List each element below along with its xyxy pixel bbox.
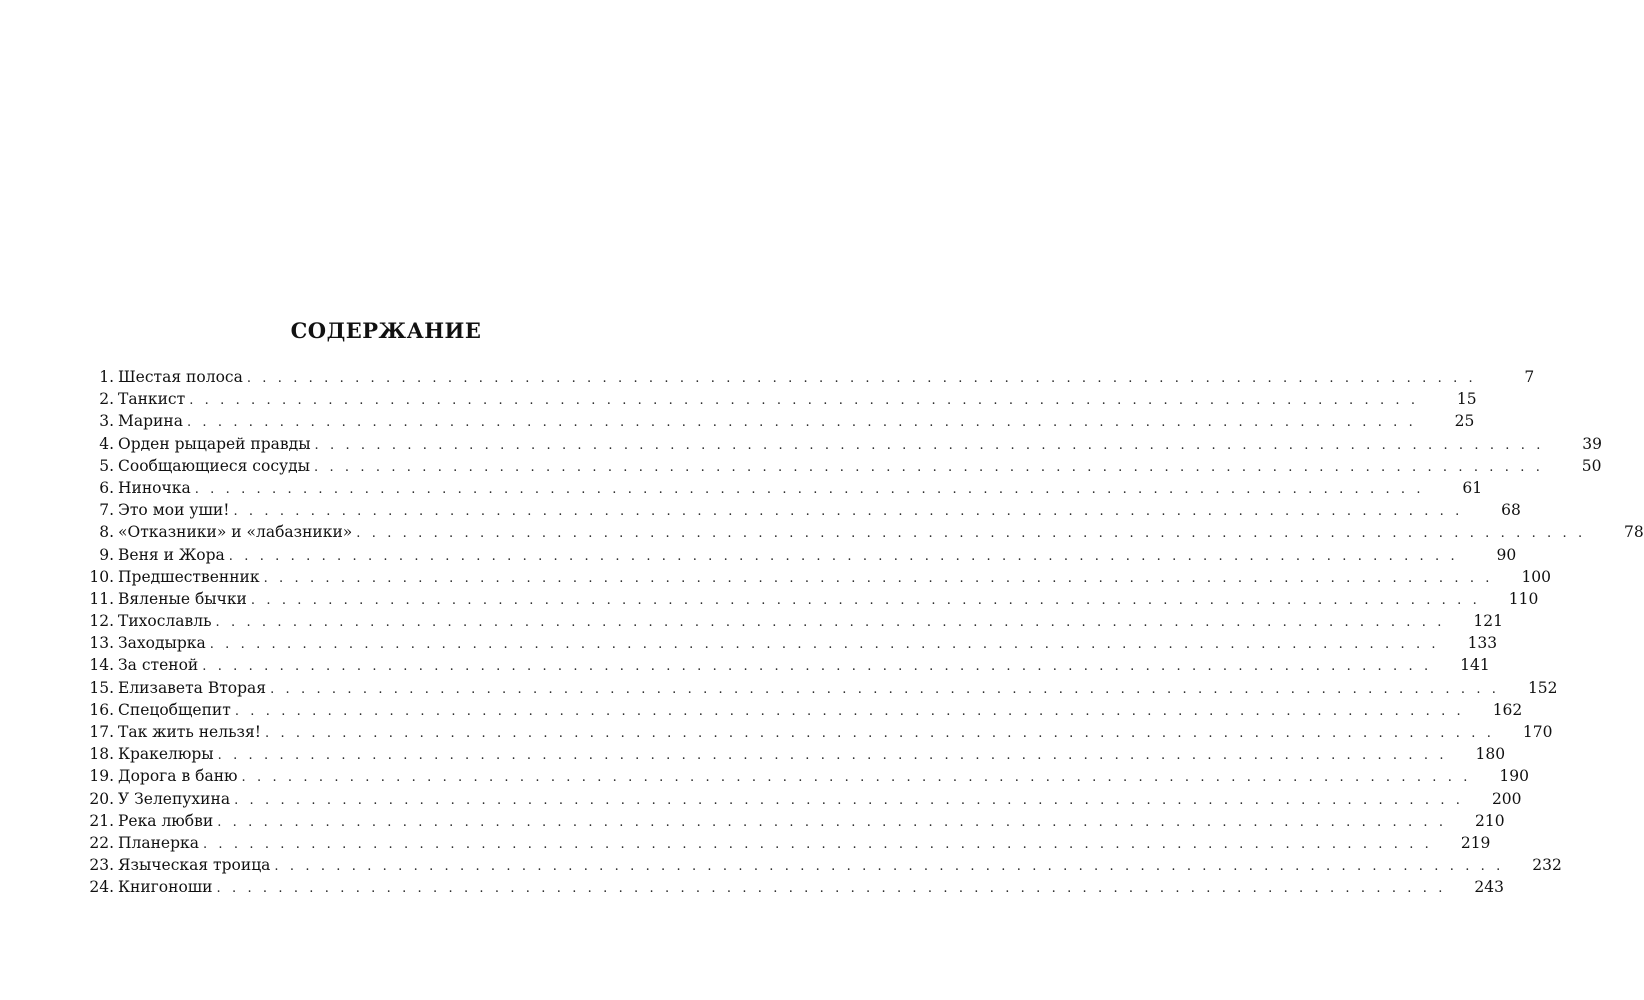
toc-entry-number: 14. [89,656,114,675]
toc-dot-leader: . . . . . . . . . . . . . . . . . . . . . . . . . . . . . . . . . . . . . . . . . . . . . . . . . . . . . . . . . . . . . . . . . . . . . . . . . . . . . . . . [274,859,1504,875]
toc-entry-page-number: 121 [1473,612,1503,631]
toc-entry-title: Дорога в баню [118,767,238,786]
toc-entry-page-number: 152 [1527,678,1558,697]
toc-entry-title: «Отказники» и «лабазники» [118,523,353,542]
toc-entry-title: У Зелепухина [118,789,231,808]
toc-entry-number: 19. [89,767,114,786]
toc-dot-leader: . . . . . . . . . . . . . . . . . . . . . . . . . . . . . . . . . . . . . . . . . . . . . . . . . . . . . . . . . . . . . . . . . . . . . . . . . . . . . . . . [234,792,1464,808]
toc-entry [84,610,1503,632]
toc-dot-leader: . . . . . . . . . . . . . . . . . . . . . . . . . . . . . . . . . . . . . . . . . . . . . . . . . . . . . . . . . . . . . . . . . . . . . . . . . . . . . . . . [356,526,1586,542]
toc-entry-number: 5. [99,456,114,475]
toc-entry [84,721,1553,743]
toc-entry-title: Веня и Жора [118,545,225,564]
toc-entry-page-number: 61 [1462,478,1483,497]
toc-entry-title: Предшественник [118,567,260,586]
toc-entry-number: 18. [89,745,114,764]
toc-entry [84,765,1529,787]
toc-dot-leader: . . . . . . . . . . . . . . . . . . . . . . . . . . . . . . . . . . . . . . . . . . . . . . . . . . . . . . . . . . . . . . . . . . . . . . . . . . . . . . . . [216,881,1446,897]
toc-entry-title: Шестая полоса [118,368,243,386]
toc-entry [84,654,1490,676]
toc-entry [84,788,1522,810]
toc-dot-leader: . . . . . . . . . . . . . . . . . . . . . . . . . . . . . . . . . . . . . . . . . . . . . . . . . . . . . . . . . . . . . . . . . . . . . . . . . . . . . . . . [264,726,1495,741]
toc-dot-leader: . . . . . . . . . . . . . . . . . . . . . . . . . . . . . . . . . . . . . . . . . . . . . . . . . . . . . . . . . . . . . . . . . . . . . . . . . . . . . . . . [270,681,1500,697]
toc-entry [84,544,1517,566]
toc-dot-leader: . . . . . . . . . . . . . . . . . . . . . . . . . . . . . . . . . . . . . . . . . . . . . . . . . . . . . . . . . . . . . . . . . . . . . . . . . . . . . . . . [314,437,1544,453]
toc-entry [84,876,1504,898]
toc-entry-title: Ниночка [118,478,191,497]
toc-entry-title: Книгоноши [118,878,213,897]
toc-entry [84,854,1562,876]
toc-entry-number: 20. [89,789,114,808]
toc-dot-leader: . . . . . . . . . . . . . . . . . . . . . . . . . . . . . . . . . . . . . . . . . . . . . . . . . . . . . . . . . . . . . . . . . . . . . . . . . . . . . . . . [186,415,1417,431]
toc-dot-leader: . . . . . . . . . . . . . . . . . . . . . . . . . . . . . . . . . . . . . . . . . . . . . . . . . . . . . . . . . . . . . . . . . . . . . . . . . . . . . . . . [233,504,1463,520]
toc-entry-title: Сообщающиеся сосуды [118,456,310,475]
toc-dot-leader: . . . . . . . . . . . . . . . . . . . . . . . . . . . . . . . . . . . . . . . . . . . . . . . . . . . . . . . . . . . . . . . . . . . . . . . . . . . . . . . . [202,836,1433,852]
toc-entry-page-number: 133 [1467,634,1498,653]
toc-entry-number: 6. [99,478,114,497]
toc-entry-number: 3. [99,412,114,431]
toc-entry-page-number: 190 [1499,767,1529,786]
toc-entry-page-number: 78 [1623,523,1644,542]
toc-entry [84,743,1506,765]
toc-entry-page-number: 15 [1456,390,1477,409]
toc-entry-number: 1. [99,368,114,386]
toc-dot-leader: . . . . . . . . . . . . . . . . . . . . . . . . . . . . . . . . . . . . . . . . . . . . . . . . . . . . . . . . . . . . . . . . . . . . . . . . . . . . . . . . [194,481,1425,497]
toc-entry-page-number: 90 [1496,545,1517,564]
toc-entry-number: 15. [89,678,114,697]
toc-entry-title: Марина [118,412,183,431]
toc-entry-page-number: 219 [1460,833,1491,852]
toc-dot-leader: . . . . . . . . . . . . . . . . . . . . . . . . . . . . . . . . . . . . . . . . . . . . . . . . . . . . . . . . . . . . . . . . . . . . . . . . . . . . . . . . [250,592,1481,608]
toc-entry-title: Заходырка [118,634,206,653]
toc-dot-leader: . . . . . . . . . . . . . . . . . . . . . . . . . . . . . . . . . . . . . . . . . . . . . . . . . . . . . . . . . . . . . . . . . . . . . . . . . . . . . . . . [241,770,1471,786]
toc-entry-title: Это мои уши! [118,501,230,520]
toc-entry [84,588,1539,610]
toc-entry-page-number: 110 [1508,589,1539,608]
toc-entry [84,499,1521,521]
toc-entry [84,832,1491,854]
toc-dot-leader: . . . . . . . . . . . . . . . . . . . . . . . . . . . . . . . . . . . . . . . . . . . . . . . . . . . . . . . . . . . . . . . . . . . . . . . . . . . . . . . . [234,703,1465,719]
toc-entry [84,433,1602,455]
toc-entry-title: Спецобщепит [118,700,231,719]
toc-entry-number: 8. [99,523,114,542]
toc-entry-title: Кракелюры [118,745,214,764]
toc-entry [84,410,1475,432]
toc-entry [84,632,1498,654]
toc-entry-title: Орден рыцарей правды [118,434,311,453]
toc-entry-title: Елизавета Вторая [118,678,267,697]
toc-entry [84,699,1523,721]
toc-entry-title: Языческая троица [118,856,271,875]
toc-entry-page-number: 162 [1492,700,1523,719]
toc-entry-title: За стеной [118,656,199,675]
toc-entry-number: 17. [89,723,114,741]
toc-dot-leader: . . . . . . . . . . . . . . . . . . . . . . . . . . . . . . . . . . . . . . . . . . . . . . . . . . . . . . . . . . . . . . . . . . . . . . . . . . . . . . . . [217,814,1447,830]
toc-entry [84,366,1535,388]
toc-entry-title: Танкист [118,390,186,409]
toc-entry-number: 4. [99,434,114,453]
toc-entry-page-number: 210 [1475,811,1505,830]
toc-entry-page-number: 141 [1460,656,1490,675]
toc-entry [84,455,1602,477]
toc-entry-page-number: 50 [1581,456,1602,475]
toc-dot-leader: . . . . . . . . . . . . . . . . . . . . . . . . . . . . . . . . . . . . . . . . . . . . . . . . . . . . . . . . . . . . . . . . . . . . . . . . . . . . . . . . [263,570,1494,586]
toc-entry-number: 21. [89,811,114,830]
toc-entry-title: Так жить нельзя! [118,723,261,741]
toc-entry-page-number: 25 [1454,412,1475,431]
toc-entry-number: 7. [99,501,114,520]
contents-title: СОДЕРЖАНИЕ [290,318,482,343]
toc-entry-title: Тихославль [118,612,212,631]
toc-entry-page-number: 180 [1475,745,1506,764]
toc-entry-page-number: 100 [1521,567,1552,586]
toc-entry-number: 9. [99,545,114,564]
toc-dot-leader: . . . . . . . . . . . . . . . . . . . . . . . . . . . . . . . . . . . . . . . . . . . . . . . . . . . . . . . . . . . . . . . . . . . . . . . . . . . . . . . . [215,615,1445,631]
toc-dot-leader: . . . . . . . . . . . . . . . . . . . . . . . . . . . . . . . . . . . . . . . . . . . . . . . . . . . . . . . . . . . . . . . . . . . . . . . . . . . . . . . . [189,393,1419,409]
toc-dot-leader: . . . . . . . . . . . . . . . . . . . . . . . . . . . . . . . . . . . . . . . . . . . . . . . . . . . . . . . . . . . . . . . . . . . . . . . . . . . . . . . . [202,659,1432,675]
toc-dot-leader: . . . . . . . . . . . . . . . . . . . . . . . . . . . . . . . . . . . . . . . . . . . . . . . . . . . . . . . . . . . . . . . . . . . . . . . . . . . . . . . . [314,459,1544,475]
toc-dot-leader: . . . . . . . . . . . . . . . . . . . . . . . . . . . . . . . . . . . . . . . . . . . . . . . . . . . . . . . . . . . . . . . . . . . . . . . . . . . . . . . . [217,748,1448,764]
toc-entry-number: 16. [89,700,114,719]
toc-entry [84,388,1477,410]
toc-dot-leader: . . . . . . . . . . . . . . . . . . . . . . . . . . . . . . . . . . . . . . . . . . . . . . . . . . . . . . . . . . . . . . . . . . . . . . . . . . . . . . . . [228,548,1459,564]
toc-entry [84,810,1505,832]
toc-entry [84,677,1558,699]
toc-entry [84,477,1483,499]
toc-entry-number: 13. [89,634,114,653]
toc-entry-title: Река любви [118,811,214,830]
toc-entry-number: 24. [89,878,114,897]
toc-entry-page-number: 200 [1491,789,1522,808]
table-of-contents [84,366,1644,899]
toc-entry-page-number: 232 [1532,856,1562,875]
toc-entry-number: 2. [99,390,114,409]
toc-entry-title: Планерка [118,833,199,852]
toc-entry [84,566,1552,588]
toc-dot-leader: . . . . . . . . . . . . . . . . . . . . . . . . . . . . . . . . . . . . . . . . . . . . . . . . . . . . . . . . . . . . . . . . . . . . . . . . . . . . . . . . [209,637,1440,653]
toc-entry [84,521,1644,543]
toc-entry-number: 11. [89,589,114,608]
toc-entry-number: 23. [89,856,114,875]
toc-entry-number: 22. [89,833,114,852]
toc-entry-number: 10. [89,567,114,586]
toc-entry-page-number: 170 [1522,723,1553,741]
toc-entry-page-number: 68 [1501,501,1521,520]
toc-dot-leader: . . . . . . . . . . . . . . . . . . . . . . . . . . . . . . . . . . . . . . . . . . . . . . . . . . . . . . . . . . . . . . . . . . . . . . . . . . . . . . . . [246,371,1477,386]
toc-entry-title: Вяленые бычки [118,589,247,608]
toc-entry-page-number: 7 [1524,368,1535,386]
toc-entry-page-number: 39 [1582,434,1602,453]
toc-entry-number: 12. [89,612,114,631]
toc-entry-page-number: 243 [1474,878,1504,897]
